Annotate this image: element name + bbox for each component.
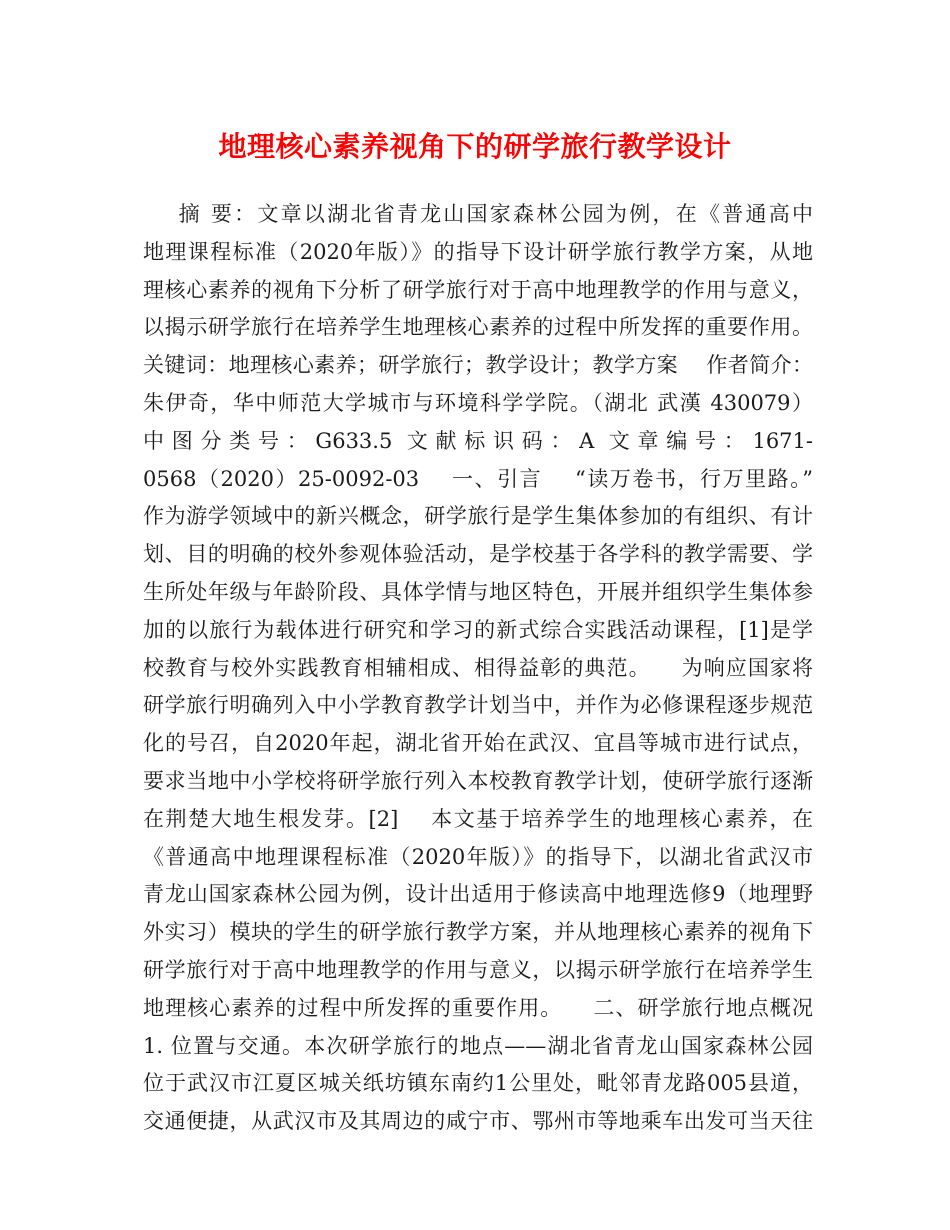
body-line: 位于武汉市江夏区城关纸坊镇东南约1公里处，毗邻青龙路005县道，	[143, 1071, 813, 1096]
body-line: 加的以旅行为载体进行研究和学习的新式综合实践活动课程，[1]是学	[143, 617, 813, 642]
body-line: 摘 要：文章以湖北省青龙山国家森林公园为例，在《普通高中	[143, 202, 813, 226]
body-line: 中 图 分 类 号 ： G633.5 文 献 标 识 码 ： A 文 章 编 号 ： 1671-	[143, 428, 813, 453]
body-line: 作为游学领域中的新兴概念，研学旅行是学生集体参加的有组织、有计	[143, 504, 813, 529]
document-title: 地理核心素养视角下的研学旅行教学设计	[218, 130, 732, 163]
body-line: 《普通高中地理课程标准（2020年版）》的指导下，以湖北省武汉市	[143, 844, 813, 869]
body-line: 外实习）模块的学生的研学旅行教学方案，并从地理核心素养的视角下	[143, 920, 813, 945]
body-line: 在荆楚大地生根发芽。[2] 本文基于培养学生的地理核心素养，在	[143, 806, 813, 831]
body-line: 划、目的明确的校外参观体验活动，是学校基于各学科的教学需要、学	[143, 542, 813, 567]
body-line: 1. 位置与交通。本次研学旅行的地点——湖北省青龙山国家森林公园	[143, 1033, 813, 1058]
document-body	[143, 196, 813, 1141]
body-line: 地理课程标准（2020年版）》的指导下设计研学旅行教学方案，从地	[143, 239, 813, 264]
body-line: 校教育与校外实践教育相辅相成、相得益彰的典范。 为响应国家将	[143, 655, 813, 680]
body-line: 化的号召，自2020年起，湖北省开始在武汉、宜昌等城市进行试点，	[143, 731, 813, 756]
body-line: 地理核心素养的过程中所发挥的重要作用。 二、研学旅行地点概况	[143, 995, 813, 1020]
body-line: 以揭示研学旅行在培养学生地理核心素养的过程中所发挥的重要作用。	[143, 315, 813, 340]
body-line: 0568（2020）25-0092-03 一、引言 “读万卷书，行万里路。”	[143, 466, 813, 491]
body-line: 关键词：地理核心素养；研学旅行；教学设计；教学方案 作者简介：	[143, 353, 813, 378]
body-line: 青龙山国家森林公园为例，设计出适用于修读高中地理选修9（地理野	[143, 882, 813, 907]
body-line: 理核心素养的视角下分析了研学旅行对于高中地理教学的作用与意义，	[143, 277, 813, 302]
body-line: 研学旅行明确列入中小学教育教学计划当中，并作为必修课程逐步规范	[143, 693, 813, 718]
body-line: 朱伊奇，华中师范大学城市与环境科学学院。（湖北 武漢 430079）	[143, 390, 813, 415]
body-line: 交通便捷，从武汉市及其周边的咸宁市、鄂州市等地乘车出发可当天往	[143, 1109, 813, 1134]
body-line: 研学旅行对于高中地理教学的作用与意义，以揭示研学旅行在培养学生	[143, 957, 813, 982]
body-line: 要求当地中小学校将研学旅行列入本校教育教学计划，使研学旅行逐渐	[143, 768, 813, 793]
body-line: 生所处年级与年龄阶段、具体学情与地区特色，开展并组织学生集体参	[143, 579, 813, 604]
